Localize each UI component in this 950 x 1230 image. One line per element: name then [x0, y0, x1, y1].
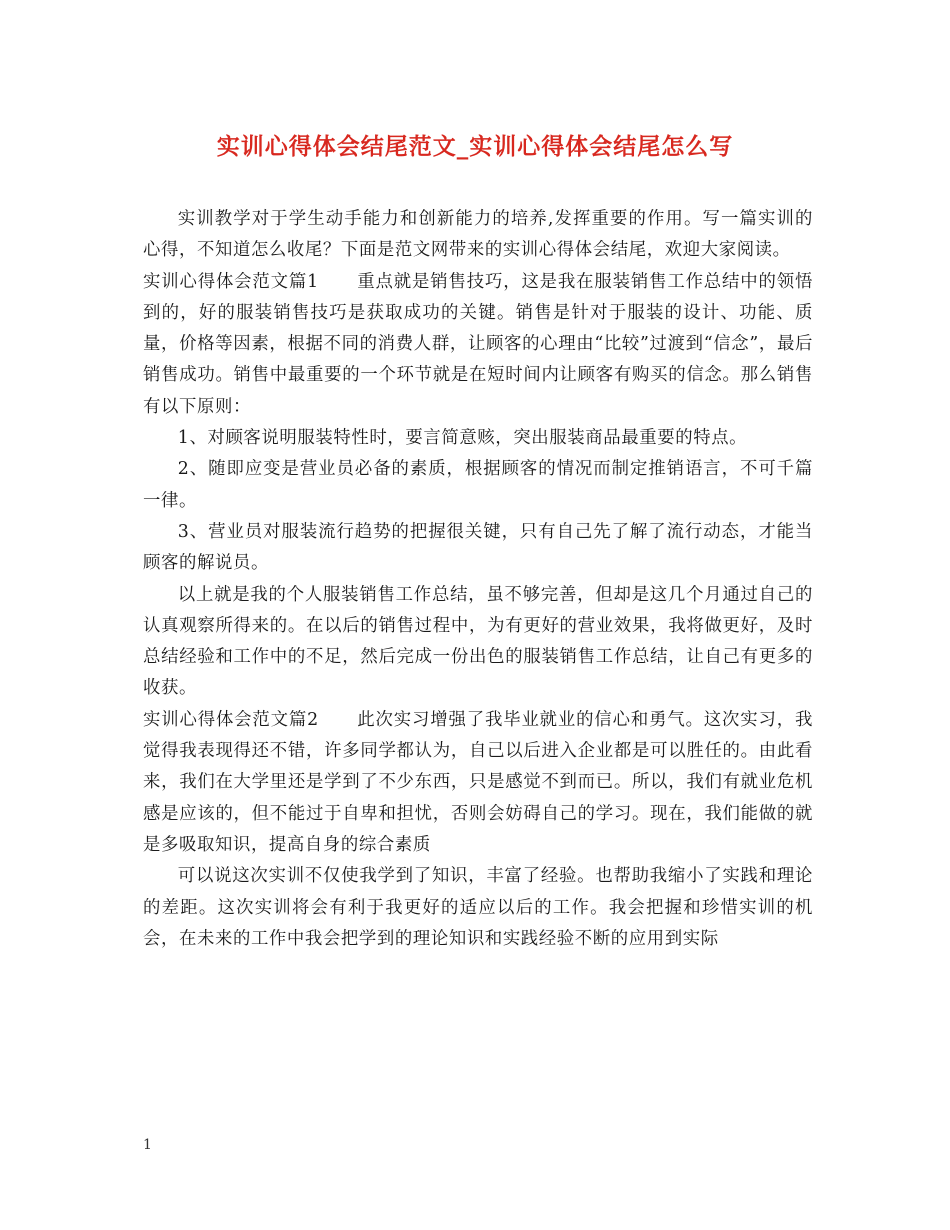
- section-2-paragraph-2: 可以说这次实训不仅使我学到了知识，丰富了经验。也帮助我缩小了实践和理论的差距。这次实训将会有利于我更好的适应以后的工作。我会把握和珍惜实训的机会，在未来的工作中我会把学到的理论知识和实践经验不断的应用到实际: [143, 866, 813, 949]
- section-1-conclusion: 以上就是我的个人服装销售工作总结，虽不够完善，但却是这几个月通过自己的认真观察所得来的。在以后的销售过程中，为有更好的营业效果，我将做更好，及时总结经验和工作中的不足，然后完成一份出色的服装销售工作总结，让自己有更多的收获。: [143, 584, 813, 699]
- document-title: 实训心得体会结尾范文_实训心得体会结尾怎么写: [216, 133, 734, 160]
- principle-item-2: 2、随即应变是营业员必备的素质，根据顾客的情况而制定推销语言，不可千篇一律。: [143, 459, 813, 511]
- section-2-paragraph: [143, 705, 813, 861]
- section-1-text: 重点就是销售技巧，这是我在服装销售工作总结中的领悟到的，好的服装销售技巧是获取成功的关键。销售是针对于服装的设计、功能、质量，价格等因素，根据不同的消费人群，让顾客的心理由“比较”过渡到“信念”，最后销售成功。销售中最重要的一个环节就是在短时间内让顾客有购买的信念。那么销售有以下原则：: [143, 271, 813, 417]
- section-1-heading: 实训心得体会范文篇1: [143, 271, 319, 292]
- document-body: [143, 204, 813, 955]
- page-number: 1: [143, 1137, 152, 1153]
- principle-item-3: 3、营业员对服装流行趋势的把握很关键，只有自己先了解了流行动态，才能当顾客的解说员。: [143, 521, 813, 574]
- section-2-text: 此次实习增强了我毕业就业的信心和勇气。这次实习，我觉得我表现得还不错，许多同学都认为，自己以后进入企业都是可以胜任的。由此看来，我们在大学里还是学到了不少东西，只是感觉不到而已。所以，我们有就业危机感是应该的，但不能过于自卑和担忧，否则会妨碍自己的学习。现在，我们能做的就是多吸取知识，提高自身的综合素质: [143, 709, 813, 855]
- intro-paragraph: 实训教学对于学生动手能力和创新能力的培养,发挥重要的作用。写一篇实训的心得，不知道怎么收尾？下面是范文网带来的实训心得体会结尾，欢迎大家阅读。: [143, 209, 813, 261]
- section-2-heading: 实训心得体会范文篇2: [143, 709, 319, 730]
- principle-item-1: 1、对顾客说明服装特性时，要言简意赅，突出服装商品最重要的特点。: [177, 428, 748, 449]
- section-1-paragraph: [143, 267, 813, 423]
